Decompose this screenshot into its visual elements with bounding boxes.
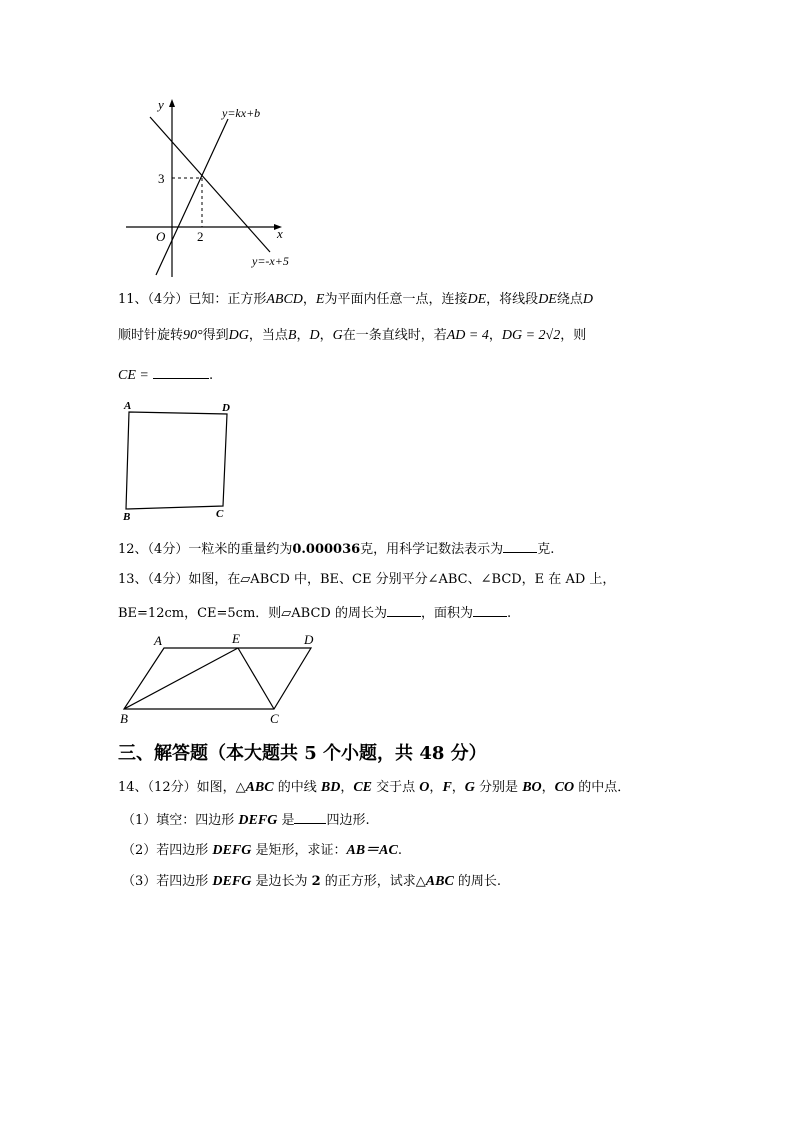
para-label-d: D <box>304 632 314 647</box>
parallelogram-figure <box>112 628 327 726</box>
y-axis-label: y <box>158 97 164 112</box>
q14-text: 的中线 <box>273 780 321 795</box>
q13-text: BE=12cm，CE=5cm．则▱ABCD 的周长为 <box>118 606 387 621</box>
q13-area-blank[interactable] <box>473 604 507 617</box>
q11-abcd: ABCD <box>266 292 303 307</box>
q14-g: G <box>464 780 475 795</box>
q14-abc: ABC <box>245 780 274 795</box>
q14-defg: DEFG <box>212 874 252 889</box>
q11-ad-eq: AD = 4 <box>446 328 489 343</box>
q14-text: 是边长为 <box>251 874 312 889</box>
square-figure <box>115 398 245 524</box>
q13-text: . <box>507 606 512 621</box>
q14-text: ， <box>451 780 465 795</box>
tick-x-label: 2 <box>197 229 204 244</box>
square-label-d: D <box>222 402 230 414</box>
tick-y-label: 3 <box>158 171 165 186</box>
q11-text: ， <box>296 328 310 343</box>
q11-text: ，当点 <box>248 328 288 343</box>
parallelogram-abcd <box>124 648 311 709</box>
q12-answer-blank[interactable] <box>503 540 537 553</box>
q14-text: 分别是 <box>474 780 523 795</box>
q11-answer-blank[interactable] <box>153 366 209 379</box>
q14-text: 是 <box>277 813 295 828</box>
line-graph-figure <box>110 95 320 285</box>
q14-text: （1）填空：四边形 <box>122 813 239 828</box>
line1-label: y=kx+b <box>222 106 261 120</box>
para-label-c: C <box>270 711 279 726</box>
q14-defg: DEFG <box>238 813 278 828</box>
q12-text: 12、（4分）一粒米的重量约为 <box>118 542 293 557</box>
q12-text: 克，用科学记数法表示为 <box>360 542 504 557</box>
square-label-a: A <box>124 400 132 412</box>
q14-bo: BO <box>522 780 542 795</box>
q11-dg-eq: DG = 2√2 <box>501 328 561 343</box>
q11-text: 顺时针旋转 <box>118 328 184 343</box>
para-label-b: B <box>120 711 128 726</box>
line2-label: y=-x+5 <box>252 254 289 268</box>
q14-ce: CE <box>353 780 373 795</box>
q14-text: 的中点． <box>574 780 631 795</box>
q11-number: 11、（4分） <box>118 292 189 307</box>
line-kx-b <box>156 119 228 275</box>
q14-text: 是矩形，求证： <box>251 843 347 858</box>
q14-f: F <box>442 780 452 795</box>
q14-text: ， <box>429 780 443 795</box>
q11-end: . <box>208 368 214 383</box>
q14-two: 2 <box>311 874 321 889</box>
para-label-e: E <box>232 631 240 646</box>
segment-be <box>124 648 238 709</box>
q14-text: . <box>397 843 402 858</box>
q14-text: ， <box>340 780 354 795</box>
y-axis-arrow <box>169 99 175 107</box>
q11-line2 <box>118 328 586 344</box>
q14-answer-blank[interactable] <box>294 811 326 824</box>
q14-part1 <box>122 811 370 829</box>
q14-bd: BD <box>320 780 341 795</box>
square-label-c: C <box>216 508 224 520</box>
q11-text: 在一条直线时，若 <box>342 328 447 343</box>
q11-d: D <box>309 328 320 343</box>
q14-part2 <box>122 843 402 859</box>
q14-text: 14、（12分）如图，△ <box>118 780 246 795</box>
q12-text: 克. <box>537 542 555 557</box>
segment-ce <box>238 648 274 709</box>
q14-ab-eq-ac: AB＝AC <box>346 843 398 858</box>
section3-title: 三、解答题（本大题共 5 个小题，共 48 分） <box>118 743 487 764</box>
q11-text: 得到 <box>202 328 229 343</box>
q11-line1 <box>118 292 593 308</box>
q11-ce-eq: CE = <box>118 368 149 383</box>
q12-line <box>118 540 554 558</box>
q11-b: B <box>287 328 297 343</box>
q13-text: ，面积为 <box>420 606 473 621</box>
q14-defg: DEFG <box>212 843 252 858</box>
q11-line3 <box>118 366 213 384</box>
q11-text: ， <box>488 328 502 343</box>
q11-de: DE <box>467 292 487 307</box>
para-label-a: A <box>154 633 162 648</box>
origin-label: O <box>156 229 166 244</box>
q13-line1: 13、（4分）如图，在▱ABCD 中，BE、CE 分别平分∠ABC、∠BCD，E 在 AD 上， <box>118 572 616 587</box>
square-abcd <box>126 412 227 509</box>
q11-dg: DG <box>228 328 249 343</box>
q14-o: O <box>419 780 430 795</box>
q14-co: CO <box>554 780 575 795</box>
q14-text: （3）若四边形 <box>122 874 213 889</box>
q14-text: 交于点 <box>372 780 420 795</box>
q11-text: 已知：正方形 <box>188 292 267 307</box>
square-label-b: B <box>123 511 131 523</box>
q11-text: ，将线段 <box>486 292 539 307</box>
q12-value: 0.000036 <box>292 542 361 557</box>
q11-d: D <box>582 292 593 307</box>
q13-line2 <box>118 604 511 622</box>
q11-text: ，则 <box>560 328 587 343</box>
q14-text: （2）若四边形 <box>122 843 213 858</box>
q11-text: 为平面内任意一点，连接 <box>324 292 468 307</box>
q11-de: DE <box>538 292 557 307</box>
q11-e: E <box>315 292 325 307</box>
line-neg-x-5 <box>150 117 270 252</box>
q11-text: 绕点 <box>556 292 583 307</box>
q11-text: ， <box>319 328 333 343</box>
q14-text: 的正方形，试求△ <box>320 874 426 889</box>
q14-text: ， <box>541 780 555 795</box>
q11-g: G <box>332 328 343 343</box>
q11-text: ， <box>302 292 316 307</box>
q14-abc: ABC <box>425 874 454 889</box>
q14-stem <box>118 780 630 796</box>
q11-degree: 90° <box>183 328 203 343</box>
x-axis-label: x <box>277 226 283 241</box>
q13-perimeter-blank[interactable] <box>387 604 421 617</box>
q14-part3 <box>122 874 501 890</box>
q14-text: 四边形. <box>326 813 370 828</box>
q14-text: 的周长. <box>453 874 502 889</box>
